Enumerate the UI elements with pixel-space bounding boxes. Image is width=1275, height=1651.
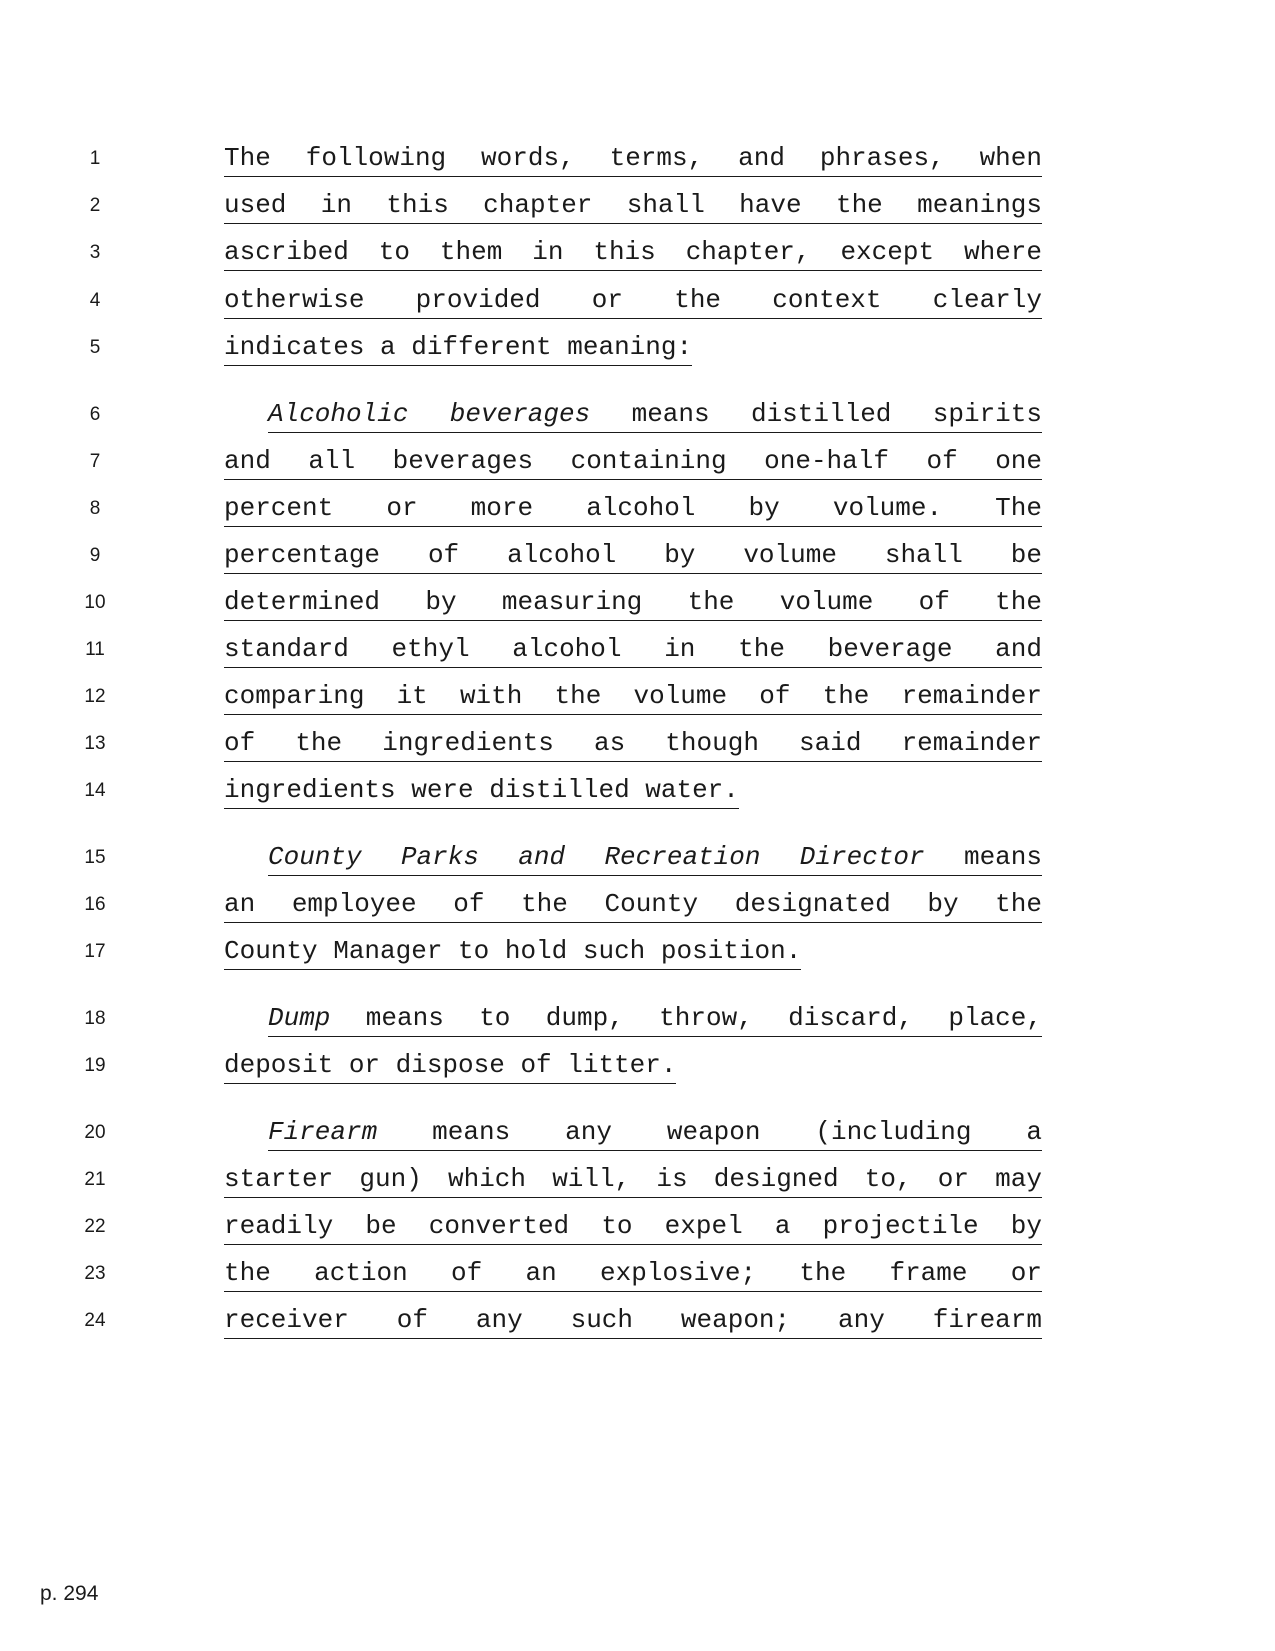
line-text-rest: means distilled spirits [590,399,1042,429]
line-number: 18 [84,1008,106,1029]
line-number: 10 [84,592,106,613]
document-line [0,888,1275,922]
line-text-rest: means to dump, throw, discard, place, [330,1003,1042,1033]
line-number: 8 [89,498,101,519]
line-text: and all beverages containing one-half of one [224,445,1042,480]
line-number: 12 [84,686,106,707]
document-line [0,680,1275,714]
document-line [0,1304,1275,1338]
document-line [0,398,1275,432]
line-number: 23 [84,1263,106,1284]
document-line [0,236,1275,270]
document-line [0,841,1275,875]
document-line [0,586,1275,620]
line-text [268,841,1042,876]
page-number: p. 294 [40,1582,99,1605]
line-text: County Manager to hold such position. [224,935,801,970]
line-text: otherwise provided or the context clearly [224,284,1042,319]
line-number: 22 [84,1216,106,1237]
line-text: ascribed to them in this chapter, except where [224,236,1042,271]
line-text: ingredients were distilled water. [224,774,739,809]
document-line [0,142,1275,176]
document-line [0,189,1275,223]
document-line [0,633,1275,667]
line-text: the action of an explosive; the frame or [224,1257,1042,1292]
defined-term: Firearm [268,1117,378,1147]
line-number: 13 [84,733,106,754]
defined-term: Alcoholic beverages [268,399,591,429]
line-number: 20 [84,1122,106,1143]
defined-term: County Parks and Recreation Director [268,842,925,872]
line-text: readily be converted to expel a projectile by [224,1210,1042,1245]
line-number: 9 [89,545,101,566]
line-number: 4 [89,290,101,311]
document-line [0,1210,1275,1244]
line-text: standard ethyl alcohol in the beverage and [224,633,1042,668]
line-number: 19 [84,1055,106,1076]
document-line [0,774,1275,808]
line-text: comparing it with the volume of the remainder [224,680,1042,715]
line-number: 6 [89,404,101,425]
line-text-rest: means any weapon (including a [377,1117,1042,1147]
document-line [0,331,1275,365]
document-line [0,1163,1275,1197]
line-text: indicates a different meaning: [224,331,692,366]
line-number: 11 [85,639,105,660]
line-text: an employee of the County designated by the [224,888,1042,923]
line-number: 21 [84,1169,106,1190]
line-text: percent or more alcohol by volume. The [224,492,1042,527]
line-text: used in this chapter shall have the meanings [224,189,1042,224]
line-number: 24 [84,1310,106,1331]
document-line [0,1257,1275,1291]
line-number: 1 [89,148,101,169]
document-line [0,284,1275,318]
line-number: 7 [89,451,101,472]
line-number: 15 [84,847,106,868]
line-text: determined by measuring the volume of the [224,586,1042,621]
line-number: 3 [89,242,101,263]
defined-term: Dump [268,1003,331,1033]
document-line [0,539,1275,573]
line-number: 16 [84,894,106,915]
line-text: of the ingredients as though said remainder [224,727,1042,762]
line-text-rest: means [924,842,1042,872]
document-line [0,1002,1275,1036]
line-text [268,1002,1042,1037]
line-text: The following words, terms, and phrases, when [224,142,1042,177]
line-number: 5 [89,337,101,358]
document-line [0,1049,1275,1083]
document-line [0,445,1275,479]
line-number: 2 [89,195,101,216]
line-number: 14 [84,780,106,801]
document-line [0,935,1275,969]
line-text: percentage of alcohol by volume shall be [224,539,1042,574]
document-line [0,492,1275,526]
line-text [268,398,1042,433]
line-number: 17 [84,941,106,962]
document-line [0,1116,1275,1150]
line-text: starter gun) which will, is designed to, or may [224,1163,1042,1198]
line-text: receiver of any such weapon; any firearm [224,1304,1042,1339]
line-text [268,1116,1042,1151]
document-line [0,727,1275,761]
line-text: deposit or dispose of litter. [224,1049,676,1084]
